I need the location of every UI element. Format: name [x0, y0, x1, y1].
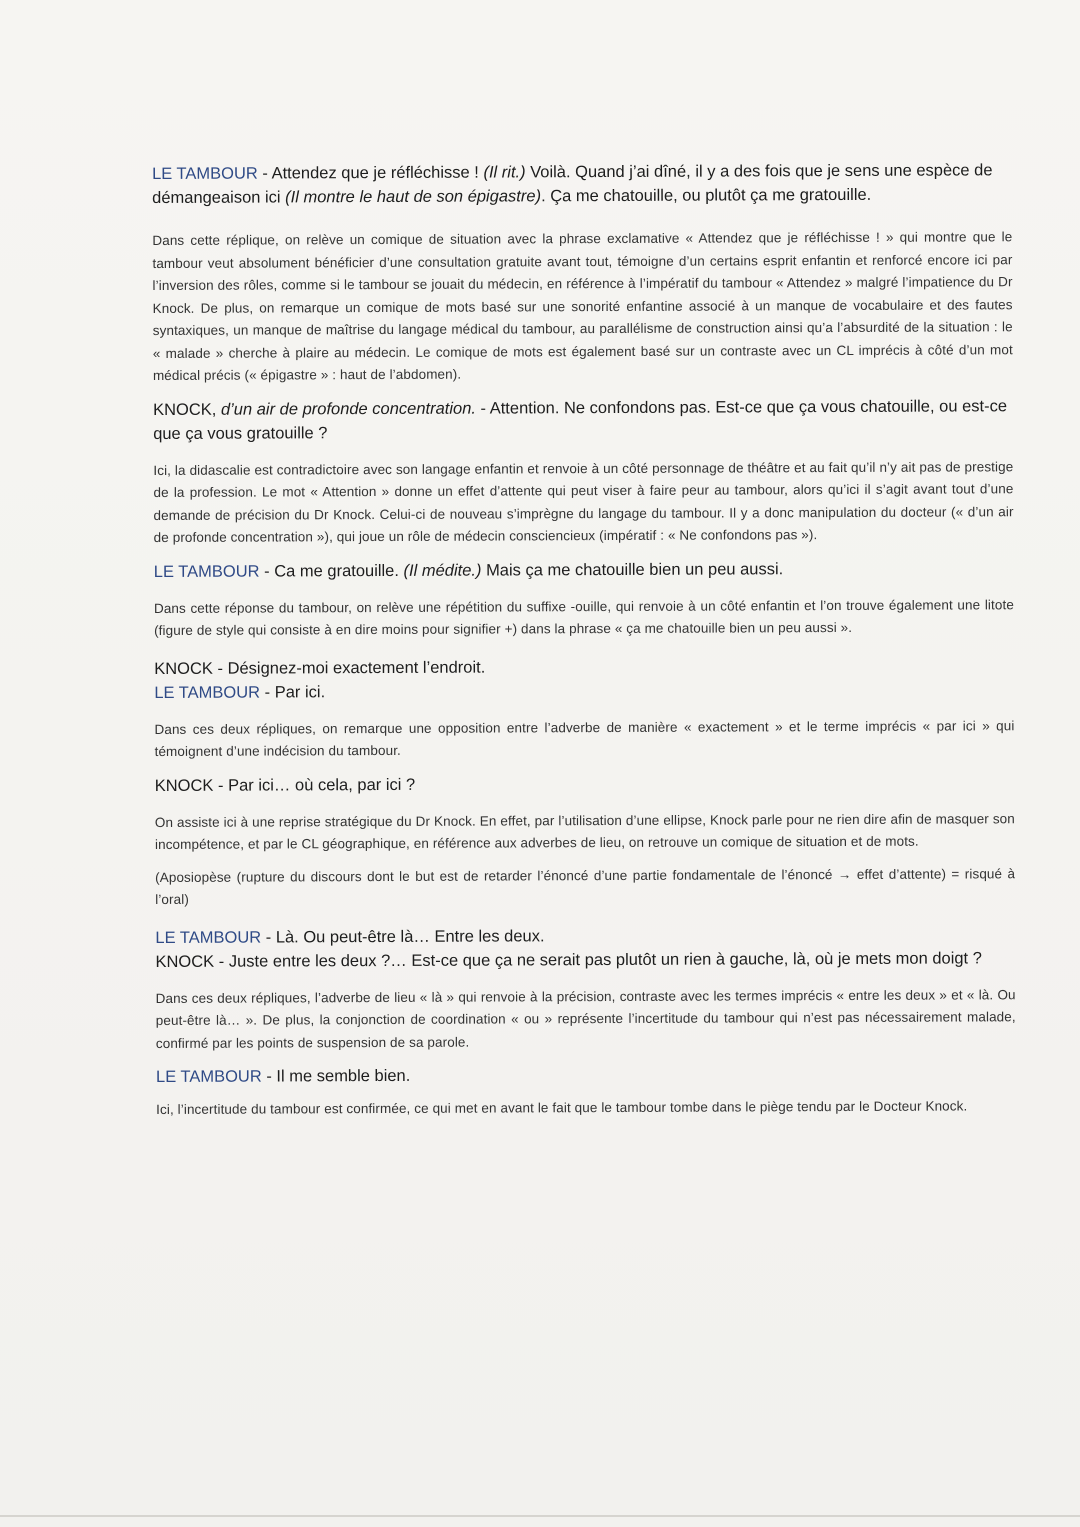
- document-body: [152, 158, 1016, 1121]
- stage-direction: (Il montre le haut de son épigastre): [285, 187, 542, 207]
- dialogue-knock-2: KNOCK - Désignez-moi exactement l’endroit.: [154, 658, 486, 678]
- analysis-paragraph-6: (Aposiopèse (rupture du discours dont le but est de retarder l’énoncé d’une partie fondamentale de l’énoncé → effet d’attente) = risqué à l’oral): [155, 865, 1016, 907]
- speaker-name: KNOCK: [154, 659, 213, 678]
- analysis-paragraph-1: Dans cette réplique, on relève un comique de situation avec la phrase exclamative « Attendez que je réfléchisse ! » qui montre que le tambour veut absolument bénéficier d’une consultation gratuite avant tout, témoigne d’un certains esprit enfantin et renforcé encore ici par l’inversion des rôles, comme si le tambour se jouait du médecin, en référence à l’impératif du tambour « Attendez » malgré l’impatience du Dr Knock. De plus, on remarque un comique de mots basé sur une sonorité enfantine associé à un manque de vocabulaire et des fautes syntaxiques, un manque de maîtrise du langage médical du tambour, au parallélisme de construction ainsi qu’a l’absurdité de la situation : le « malade » cherche à plaire au médecin. Le comique de mots est également basé sur un contraste avec un CL imprécis à côté d’un mot médical précis (« épigastre » : haut de l’abdomen).: [152, 229, 1013, 383]
- stage-direction: (Il rit.): [483, 163, 526, 182]
- dialogue-knock-1: KNOCK, d’un air de profonde concentration. - Attention. Ne confondons pas. Est-ce que ça vous chatouille, ou est-ce que ça vous gratouille ?: [153, 396, 1008, 443]
- speaker-name: KNOCK,: [153, 400, 217, 419]
- dialogue-tambour-1: LE TAMBOUR - Attendez que je réfléchisse ! (Il rit.) Voilà. Quand j’ai dîné, il y a des fois que je sens une espèce de démangeaison ici (Il montre le haut de son épigastre). Ça me chatouille, ou plutôt ça me gratouille.: [152, 161, 993, 207]
- analysis-paragraph-4: Dans ces deux répliques, on remarque une opposition entre l’adverbe de manière « exactement » et le terme imprécis « par ici » qui témoignent d’une indécision du tambour.: [154, 717, 1015, 759]
- paper-bottom-edge: [0, 1515, 1080, 1517]
- analysis-paragraph-7: Dans ces deux répliques, l’adverbe de lieu « là » qui renvoie à la précision, contraste avec les termes imprécis « entre les deux » et « là. Ou peut-être là… ». De plus, la conjonction de coordination « ou » représente l’incertitude du tambour qui n’est pas nécessairement malade, confirmé par les points de suspension de sa parole.: [155, 986, 1016, 1051]
- analysis-paragraph-5: On assiste ici à une reprise stratégique du Dr Knock. En effet, par l’utilisation d’une ellipse, Knock parle pour ne rien dire afin de masquer son incompétence, et par le CL géographique, en référence aux adverbes de lieu, on retrouve un comique de situation et de mots.: [154, 810, 1015, 852]
- stage-direction: (Il médite.): [403, 561, 482, 580]
- analysis-paragraph-8: Ici, l’incertitude du tambour est confirmée, ce qui met en avant le fait que le tambour tombe dans le piège tendu par le Docteur Knock.: [156, 1098, 968, 1117]
- analysis-paragraph-3: Dans cette réponse du tambour, on relève une répétition du suffixe -ouille, qui renvoie à un côté enfantin et l’on trouve également une litote (figure de style qui consiste à en dire moins pour signifier +) dans la phrase « ça me chatouille bien un peu aussi ».: [153, 596, 1014, 638]
- speaker-name: KNOCK: [155, 952, 215, 971]
- dialogue-knock-3: KNOCK - Par ici… où cela, par ici ?: [154, 775, 416, 795]
- speaker-name: KNOCK: [154, 776, 214, 795]
- dialogue-tambour-4: LE TAMBOUR - Là. Ou peut-être là… Entre les deux.: [155, 926, 545, 947]
- dialogue-tambour-5: LE TAMBOUR - Il me semble bien.: [155, 1066, 411, 1086]
- speaker-name: LE TAMBOUR: [153, 562, 260, 581]
- stage-direction: d’un air de profonde concentration.: [216, 399, 476, 419]
- speaker-name: LE TAMBOUR: [154, 683, 261, 702]
- speaker-name: LE TAMBOUR: [155, 1067, 262, 1086]
- dialogue-tambour-2: LE TAMBOUR - Ca me gratouille. (Il médite.) Mais ça me chatouille bien un peu aussi.: [153, 559, 784, 581]
- speaker-name: LE TAMBOUR: [155, 928, 262, 947]
- dialogue-knock-4: KNOCK - Juste entre les deux ?… Est-ce que ça ne serait pas plutôt un rien à gauche, là, où je mets mon doigt ?: [155, 948, 982, 971]
- analysis-paragraph-2: Ici, la didascalie est contradictoire avec son langage enfantin et renvoie à un côté personnage de théâtre et au fait qu’il n’y ait pas de prestige de la profession. Le mot « Attention » donne un effet d’attente qui peut viser à faire peur au tambour, alors qu’ici il s’agit avant tout d’une demande de précision du Dr Knock. Celui-ci de nouveau s’imprègne du langage du tambour. Il y a donc manipulation du docteur (« d’un air de profonde concentration »), qui joue un rôle de médecin consciencieux (impératif : « Ne confondons pas »).: [153, 458, 1014, 545]
- dialogue-tambour-3: LE TAMBOUR - Par ici.: [154, 682, 326, 702]
- speaker-name: LE TAMBOUR: [152, 164, 258, 183]
